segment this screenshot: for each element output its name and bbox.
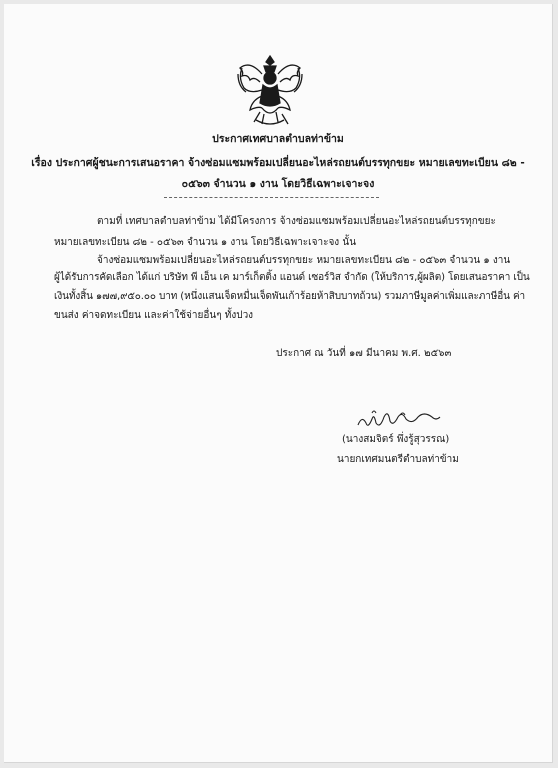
subject-line-2: ๐๕๖๓ จำนวน ๑ งาน โดยวิธีเฉพาะเจาะจง (181, 178, 375, 190)
body-line: ผู้ได้รับการคัดเลือก ได้แก่ บริษัท พี เอ็น เค มาร์เก็ตติ้ง แอนด์ เซอร์วิส จำกัด (ให้บริการ,ผู้ผลิต) โดยเสนอราคา เป็น (54, 272, 530, 283)
subject-line-1: เรื่อง ประกาศผู้ชนะการเสนอราคา จ้างซ่อมแซมพร้อมเปลี่ยนอะไหล่รถยนต์บรรทุกขยะ หมายเลขทะเบียน ๘๒ - (31, 157, 525, 169)
garuda-emblem-icon (232, 52, 308, 128)
handwritten-signature (354, 407, 442, 435)
announcement-date: ประกาศ ณ วันที่ ๑๗ มีนาคม พ.ศ. ๒๕๖๓ (276, 348, 452, 359)
signatory-name: (นางสมจิตร์ พึ่งรู้สุวรรณ) (342, 434, 450, 445)
body-line: ตามที่ เทศบาลตำบลท่าข้าม ได้มีโครงการ จ้างซ่อมแซมพร้อมเปลี่ยนอะไหล่รถยนต์บรรทุกขยะ (97, 216, 496, 227)
signatory-position: นายกเทศมนตรีตำบลท่าข้าม (337, 454, 459, 465)
issuer-heading: ประกาศเทศบาลตำบลท่าข้าม (212, 133, 344, 145)
body-line: หมายเลขทะเบียน ๘๒ - ๐๕๖๓ จำนวน ๑ งาน โดยวิธีเฉพาะเจาะจง นั้น (54, 237, 357, 248)
divider (164, 197, 379, 198)
body-line: ขนส่ง ค่าจดทะเบียน และค่าใช้จ่ายอื่นๆ ทั้งปวง (54, 310, 254, 321)
body-line: เงินทั้งสิ้น ๑๗๗,๙๕๐.๐๐ บาท (หนึ่งแสนเจ็ดหมื่นเจ็ดพันเก้าร้อยห้าสิบบาทถ้วน) รวมภาษีมูลค่าเพิ่มและภาษีอื่น ค่า (54, 291, 526, 302)
document-page (4, 4, 553, 763)
body-line: จ้างซ่อมแซมพร้อมเปลี่ยนอะไหล่รถยนต์บรรทุกขยะ หมายเลขทะเบียน ๘๒ - ๐๕๖๓ จำนวน ๑ งาน (97, 255, 511, 266)
